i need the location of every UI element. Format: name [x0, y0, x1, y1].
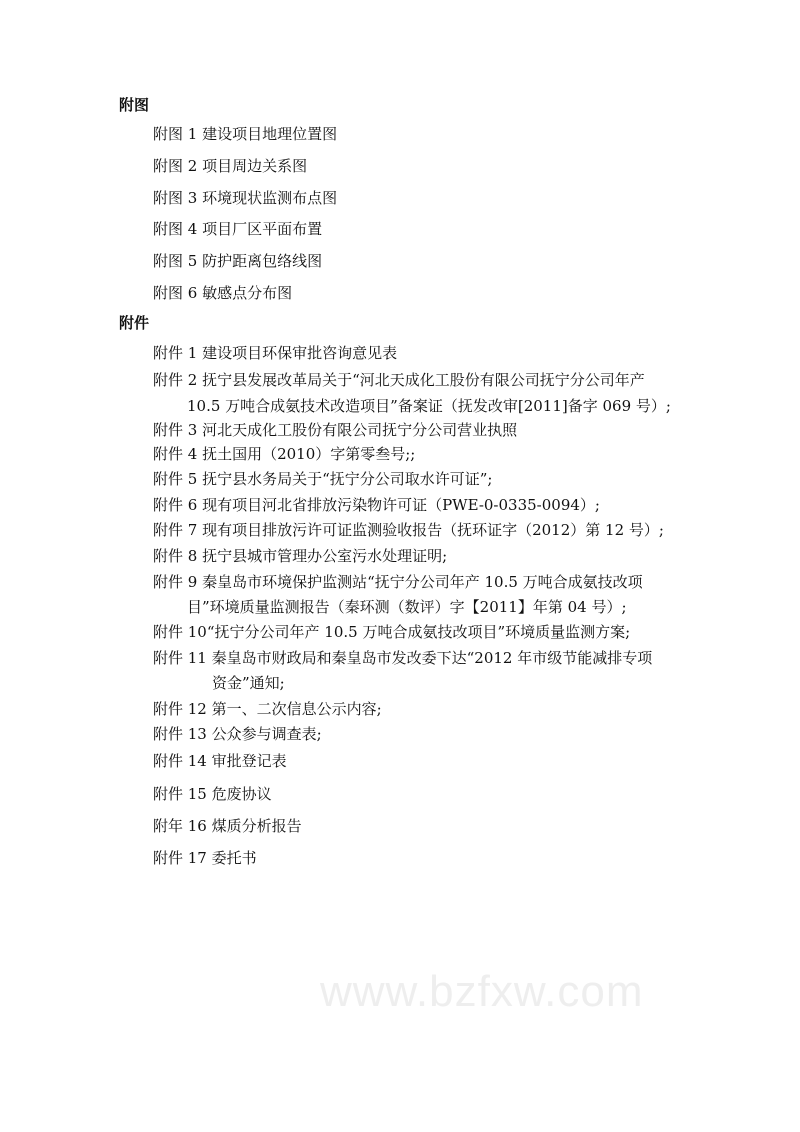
attachment-item: 附件 3 河北天成化工股份有限公司抚宁分公司营业执照	[153, 421, 518, 439]
figure-item: 附图 3 环境现状监测布点图	[153, 189, 338, 207]
attachment-item: 附件 7 现有项目排放污许可证监测验收报告（抚环证字（2012）第 12 号）;	[153, 521, 664, 539]
attachment-item: 附件 5 抚宁县水务局关于“抚宁分公司取水许可证”;	[153, 470, 493, 488]
attachment-item: 附件 9 秦皇岛市环境保护监测站“抚宁分公司年产 10.5 万吨合成氨技改项	[153, 573, 643, 591]
attachment-item-cont: 资金”通知;	[212, 674, 285, 692]
figure-item: 附图 4 项目厂区平面布置	[153, 220, 323, 238]
attachment-item: 附件 10“抚宁分公司年产 10.5 万吨合成氨技改项目”环境质量监测方案;	[153, 623, 631, 641]
attachment-item: 附年 16 煤质分析报告	[153, 817, 302, 835]
figure-item: 附图 1 建设项目地理位置图	[153, 125, 338, 143]
attachment-item: 附件 4 抚土国用（2010）字第零叁号;;	[153, 445, 416, 463]
attachment-item-cont: 目”环境质量监测报告（秦环测（数评）字【2011】年第 04 号）;	[187, 598, 627, 616]
watermark: www.bzfxw.com	[320, 967, 644, 1016]
figure-item: 附图 2 项目周边关系图	[153, 157, 308, 175]
attachment-item: 附件 14 审批登记表	[153, 752, 287, 770]
attachments-heading: 附件	[119, 314, 150, 332]
attachment-item: 附件 2 抚宁县发展改革局关于“河北天成化工股份有限公司抚宁分公司年产	[153, 371, 645, 389]
attachment-item: 附件 11 秦皇岛市财政局和秦皇岛市发改委下达“2012 年市级节能减排专项	[153, 649, 653, 667]
attachment-item: 附件 1 建设项目环保审批咨询意见表	[153, 344, 398, 362]
figure-item: 附图 6 敏感点分布图	[153, 284, 293, 302]
attachment-item: 附件 12 第一、二次信息公示内容;	[153, 700, 382, 718]
attachment-item: 附件 13 公众参与调查表;	[153, 725, 322, 743]
attachment-item: 附件 6 现有项目河北省排放污染物许可证（PWE-0-0335-0094）;	[153, 496, 600, 514]
attachment-item: 附件 8 抚宁县城市管理办公室污水处理证明;	[153, 547, 448, 565]
figures-heading: 附图	[119, 96, 150, 114]
attachment-item-cont: 10.5 万吨合成氨技术改造项目”备案证（抚发改审[2011]备字 069 号）;	[187, 397, 671, 415]
attachment-item: 附件 15 危废协议	[153, 785, 272, 803]
figure-item: 附图 5 防护距离包络线图	[153, 252, 323, 270]
attachment-item: 附件 17 委托书	[153, 849, 257, 867]
